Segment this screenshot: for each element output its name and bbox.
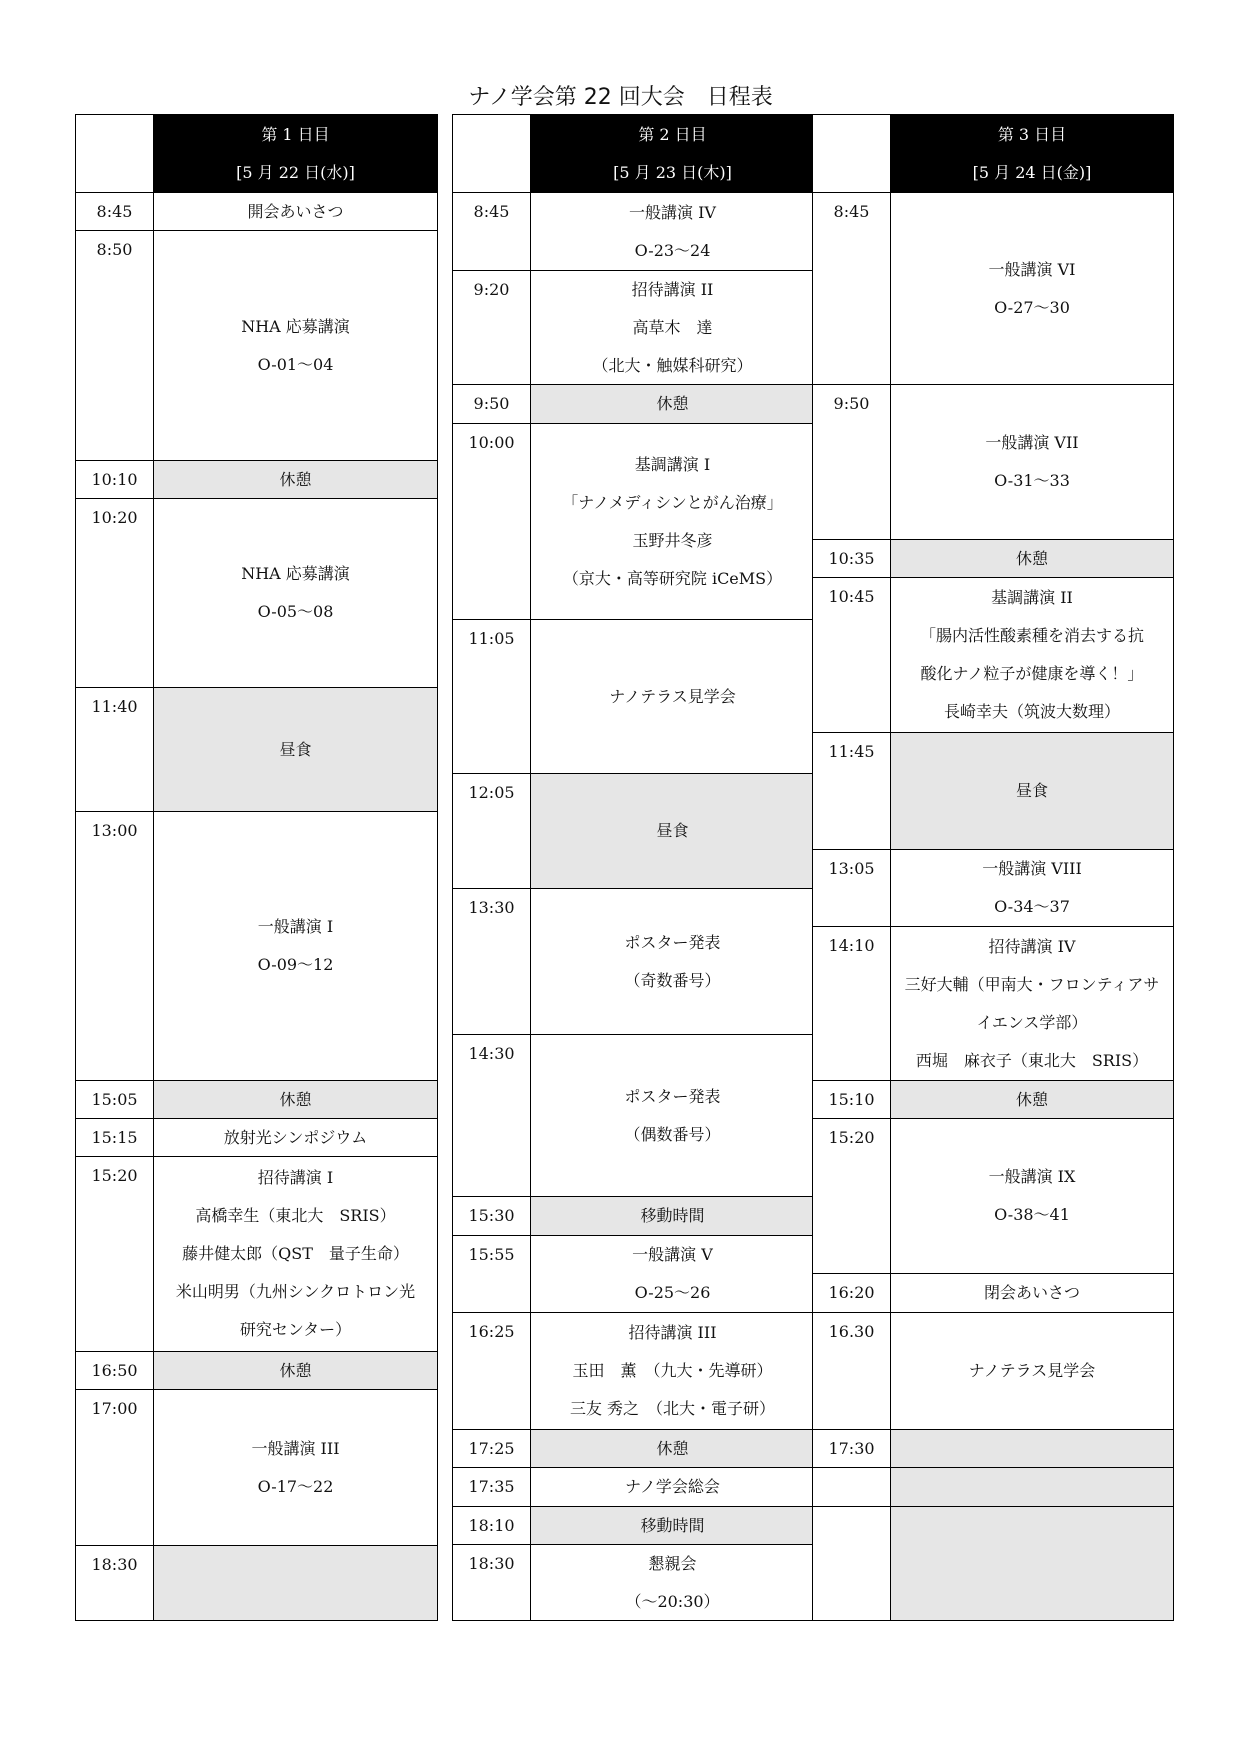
session-line: O-34～37 [994, 897, 1070, 916]
time-label: 14:10 [828, 936, 875, 955]
time-cell [452, 888, 531, 1035]
time-cell [812, 849, 891, 927]
session-line: 酸化ナノ粒子が健康を導く！」 [920, 664, 1144, 683]
time-cell [812, 577, 891, 733]
time-label: 9:20 [473, 280, 510, 299]
time-label: 17:00 [91, 1399, 138, 1418]
break-cell [890, 1506, 1174, 1621]
time-label: 17:35 [468, 1477, 515, 1496]
break-cell [153, 1351, 438, 1390]
session-cell [530, 270, 815, 385]
time-cell [75, 1080, 154, 1119]
session-line: 一般講演 V [632, 1245, 713, 1264]
session-line: 研究センター） [239, 1320, 352, 1339]
session-line: 基調講演 II [991, 588, 1073, 607]
session-cell [153, 230, 438, 461]
session-line: 一般講演 IV [629, 202, 716, 222]
break-cell [153, 1545, 438, 1621]
session-line: ポスター発表 [624, 932, 721, 952]
time-label: 10:10 [91, 470, 138, 489]
time-label: 18:30 [91, 1555, 138, 1574]
break-cell [890, 539, 1174, 578]
session-line: 一般講演 VII [985, 433, 1079, 452]
page-title: ナノ学会第 22 回大会 日程表 [468, 85, 773, 110]
session-line: 昼食 [279, 739, 312, 759]
time-cell [812, 1429, 891, 1468]
session-line: O-38～41 [994, 1205, 1070, 1224]
time-label: 15:15 [91, 1128, 138, 1147]
time-cell [812, 1506, 891, 1621]
time-label: 11:40 [91, 697, 138, 716]
time-label: 18:30 [468, 1554, 515, 1573]
session-line: 米山明男（九州シンクロトロン光 [175, 1282, 416, 1301]
time-cell [75, 230, 154, 461]
break-cell [153, 1080, 438, 1119]
time-label: 15:55 [468, 1245, 515, 1264]
session-line: ナノテラス見学会 [609, 686, 736, 706]
break-cell [890, 1429, 1174, 1468]
session-line: 基調講演 I [634, 454, 711, 474]
time-cell [75, 687, 154, 812]
break-cell [530, 384, 815, 424]
session-line: 高草木 達 [632, 317, 713, 337]
session-line: NHA 応募講演 [241, 564, 350, 583]
session-cell [530, 619, 815, 774]
session-line: O-27～30 [994, 297, 1070, 317]
session-cell [530, 1544, 815, 1621]
time-cell [452, 423, 531, 620]
time-label: 16:25 [468, 1322, 515, 1341]
session-line: 移動時間 [640, 1206, 705, 1225]
time-label: 8:45 [833, 202, 870, 221]
session-line: 「ナノメディシンとがん治療」 [562, 492, 783, 512]
session-line: O-01～04 [257, 354, 334, 374]
session-line: 休憩 [279, 469, 312, 489]
time-cell [812, 539, 891, 578]
time-cell [812, 1118, 891, 1274]
time-cell [452, 1034, 531, 1197]
session-line: 招待講演 IV [988, 936, 1076, 956]
time-cell [452, 773, 531, 889]
time-label: 13:00 [91, 821, 138, 840]
time-cell [452, 1235, 531, 1313]
session-line: 一般講演 VIII [982, 859, 1082, 878]
time-label: 16.30 [828, 1322, 875, 1341]
day-date: [5 月 22 日(水)] [236, 162, 355, 182]
day-label: 第 3 日目 [997, 124, 1067, 144]
session-cell [153, 1118, 438, 1157]
time-label: 8:45 [96, 202, 133, 221]
time-cell [75, 1545, 154, 1621]
session-cell [530, 423, 815, 620]
time-label: 10:20 [91, 508, 138, 527]
day-header [153, 114, 438, 193]
break-cell [530, 773, 815, 889]
session-cell [890, 1273, 1174, 1313]
session-line: 一般講演 III [251, 1438, 340, 1458]
time-cell [452, 1506, 531, 1545]
time-cell [452, 1544, 531, 1621]
time-label: 10:00 [468, 433, 515, 452]
time-cell [812, 1467, 891, 1507]
header-blank-cell [75, 114, 154, 193]
time-label: 10:35 [828, 549, 875, 568]
session-line: 三友 秀之 （北大・電子研） [569, 1399, 776, 1418]
session-line: 一般講演 IX [988, 1167, 1076, 1186]
day-date: [5 月 23 日(木)] [613, 162, 732, 182]
time-label: 16:20 [828, 1283, 875, 1302]
session-line: 玉野井冬彦 [632, 530, 713, 550]
time-label: 13:30 [468, 898, 515, 917]
session-line: 休憩 [1015, 1089, 1048, 1109]
session-cell [530, 192, 815, 271]
time-cell [452, 1312, 531, 1430]
session-cell [890, 1118, 1174, 1274]
time-label: 15:20 [828, 1128, 875, 1147]
session-line: （偶数番号） [624, 1124, 721, 1144]
break-cell [890, 1467, 1174, 1507]
session-line: 一般講演 VI [988, 259, 1076, 279]
time-label: 15:05 [91, 1090, 138, 1109]
session-line: 「腸内活性酸素種を消去する抗 [919, 626, 1144, 645]
time-cell [75, 1118, 154, 1157]
session-line: 三好大輔（甲南大・フロンティアサ [904, 974, 1160, 994]
time-label: 16:50 [91, 1361, 138, 1380]
time-label: 15:10 [828, 1090, 875, 1109]
session-line: イエンス学部） [976, 1012, 1088, 1032]
day-header [890, 114, 1174, 193]
session-line: （北大・触媒科研究） [592, 355, 753, 375]
time-label: 15:30 [468, 1206, 515, 1225]
time-label: 17:30 [828, 1439, 875, 1458]
session-cell [890, 577, 1174, 733]
session-line: 昼食 [656, 821, 689, 840]
session-line: 長崎幸夫（筑波大数理） [943, 702, 1120, 721]
time-cell [812, 192, 891, 385]
session-line: ポスター発表 [624, 1086, 721, 1106]
time-label: 11:05 [468, 629, 515, 648]
break-cell [153, 460, 438, 499]
time-label: 9:50 [473, 394, 510, 413]
break-cell [530, 1429, 815, 1468]
session-cell [890, 1312, 1174, 1430]
session-cell [530, 888, 815, 1035]
time-cell [452, 1467, 531, 1507]
session-line: 放射光シンポジウム [223, 1127, 368, 1147]
session-line: 西堀 麻衣子（東北大 SRIS） [915, 1050, 1149, 1070]
session-cell [153, 1389, 438, 1546]
session-cell [153, 498, 438, 688]
time-label: 11:45 [828, 742, 875, 761]
session-line: 開会あいさつ [247, 201, 344, 221]
session-line: 玉田 薫 （九大・先導研） [572, 1361, 773, 1380]
time-label: 13:05 [828, 859, 875, 878]
session-line: ナノテラス見学会 [968, 1361, 1096, 1380]
break-cell [530, 1506, 815, 1545]
time-label: 10:45 [828, 587, 875, 606]
time-cell [75, 192, 154, 231]
time-cell [75, 460, 154, 499]
session-cell [890, 849, 1174, 927]
session-line: 休憩 [279, 1089, 312, 1109]
time-cell [452, 384, 531, 424]
session-line: 昼食 [1015, 781, 1048, 800]
session-line: 閉会あいさつ [983, 1283, 1080, 1302]
session-cell [153, 811, 438, 1081]
break-cell [153, 687, 438, 812]
session-line: 招待講演 III [628, 1323, 717, 1342]
day-date: [5 月 24 日(金)] [972, 162, 1092, 182]
session-line: 休憩 [279, 1360, 312, 1380]
time-label: 18:10 [468, 1516, 515, 1535]
time-cell [75, 1156, 154, 1352]
session-line: 移動時間 [640, 1515, 705, 1535]
session-line: NHA 応募講演 [241, 316, 350, 336]
time-cell [452, 270, 531, 385]
time-cell [75, 1389, 154, 1546]
time-label: 14:30 [468, 1044, 515, 1063]
session-line: 懇親会 [648, 1553, 697, 1573]
session-line: 一般講演 I [257, 917, 334, 936]
session-cell [153, 1156, 438, 1352]
day-label: 第 1 日目 [261, 124, 330, 144]
time-cell [452, 619, 531, 774]
session-line: O-17～22 [257, 1476, 334, 1496]
time-cell [75, 811, 154, 1081]
time-cell [452, 1429, 531, 1468]
session-line: （京大・高等研究院 iCeMS） [562, 568, 783, 588]
session-line: 招待講演 II [631, 279, 714, 299]
time-cell [812, 1312, 891, 1430]
time-label: 17:25 [468, 1439, 515, 1458]
day-label: 第 2 日目 [638, 124, 707, 144]
session-line: 休憩 [656, 1438, 689, 1458]
time-cell [812, 1080, 891, 1119]
session-line: 藤井健太郎（QST 量子生命） [182, 1244, 409, 1263]
time-label: 15:20 [91, 1166, 138, 1185]
session-cell [530, 1034, 815, 1197]
time-cell [75, 498, 154, 688]
session-cell [890, 384, 1174, 540]
session-line: O-31～33 [994, 471, 1070, 490]
session-line: ナノ学会総会 [625, 1477, 720, 1496]
time-cell [452, 192, 531, 271]
session-line: O-25～26 [634, 1283, 711, 1302]
session-line: 招待講演 I [257, 1168, 334, 1187]
session-line: O-23～24 [634, 240, 711, 260]
time-cell [812, 384, 891, 540]
session-line: O-09～12 [257, 955, 334, 974]
session-cell [530, 1467, 815, 1507]
time-label: 12:05 [468, 783, 515, 802]
session-line: 休憩 [656, 394, 689, 413]
session-line: O-05～08 [257, 602, 334, 621]
break-cell [890, 732, 1174, 850]
session-cell [530, 1312, 815, 1430]
time-label: 8:45 [473, 202, 510, 221]
session-line: （奇数番号） [624, 970, 721, 990]
session-line: 休憩 [1015, 548, 1048, 568]
session-cell [890, 192, 1174, 385]
time-cell [812, 926, 891, 1081]
session-cell [530, 1235, 815, 1313]
header-blank-cell [812, 114, 891, 193]
time-cell [452, 1196, 531, 1236]
session-line: （～20:30） [625, 1591, 720, 1611]
session-line: 高橋幸生（東北大 SRIS） [195, 1206, 396, 1225]
break-cell [530, 1196, 815, 1236]
time-cell [75, 1351, 154, 1390]
day-header [530, 114, 815, 193]
header-blank-cell [452, 114, 531, 193]
break-cell [890, 1080, 1174, 1119]
time-cell [812, 1273, 891, 1313]
session-cell [890, 926, 1174, 1081]
time-cell [812, 732, 891, 850]
time-label: 8:50 [96, 240, 133, 259]
time-label: 9:50 [833, 394, 870, 413]
session-cell [153, 192, 438, 231]
